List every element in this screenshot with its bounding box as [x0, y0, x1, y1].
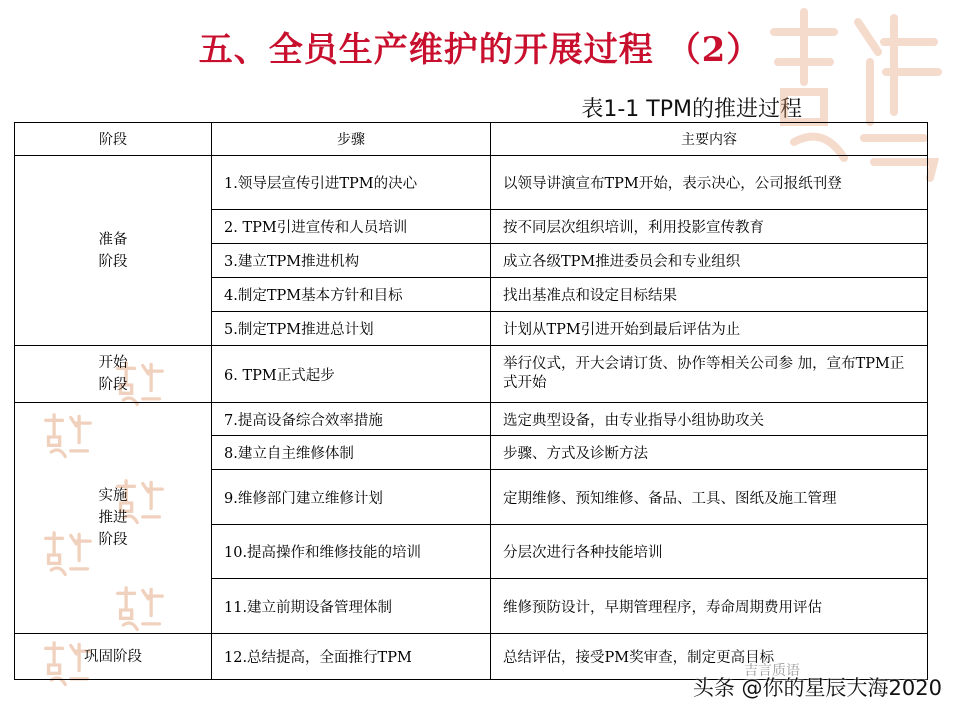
table-row — [15, 346, 928, 403]
stage-label: 巩固阶段 — [84, 648, 142, 665]
content-cell: 总结评估，接受PM奖审查，制定更高目标 — [491, 634, 928, 680]
stage-label: 开始 阶段 — [98, 355, 128, 393]
content-cell: 选定典型设备，由专业指导小组协助攻关 — [491, 403, 928, 436]
step-cell: 4.制定TPM基本方针和目标 — [212, 278, 491, 312]
step-cell: 1.领导层宣传引进TPM的决心 — [212, 156, 491, 210]
header-stage: 阶段 — [15, 123, 212, 156]
step-cell: 10.提高操作和维修技能的培训 — [212, 525, 491, 579]
content-cell: 步骤、方式及诊断方法 — [491, 436, 928, 470]
step-cell: 9.维修部门建立维修计划 — [212, 470, 491, 525]
step-cell: 11.建立前期设备管理体制 — [212, 579, 491, 634]
tpm-process-table — [14, 122, 928, 680]
table-header-row — [15, 123, 928, 156]
page-title: 五、全员生产维护的开展过程 （2） — [198, 30, 762, 70]
content-cell: 找出基准点和设定目标结果 — [491, 278, 928, 312]
step-cell: 5.制定TPM推进总计划 — [212, 312, 491, 346]
table-row — [15, 156, 928, 210]
stage-label: 准备 阶段 — [98, 231, 128, 270]
step-cell: 8.建立自主维修体制 — [212, 436, 491, 470]
step-cell: 7.提高设备综合效率措施 — [212, 403, 491, 436]
content-cell: 以领导讲演宣布TPM开始，表示决心，公司报纸刊登 — [491, 156, 928, 210]
table-caption: 表1-1 TPM的推进过程 — [581, 97, 802, 122]
step-cell: 6. TPM正式起步 — [212, 346, 491, 403]
header-step: 步骤 — [212, 123, 491, 156]
stage-cell-implement — [15, 403, 212, 634]
step-cell: 2. TPM引进宣传和人员培训 — [212, 210, 491, 244]
content-cell: 按不同层次组织培训，利用投影宣传教育 — [491, 210, 928, 244]
wechat-watermark: 吉言质语 — [744, 663, 800, 679]
stage-cell-consolidate — [15, 634, 212, 680]
content-cell: 计划从TPM引进开始到最后评估为止 — [491, 312, 928, 346]
step-cell: 3.建立TPM推进机构 — [212, 244, 491, 278]
content-cell: 定期维修、预知维修、备品、工具、图纸及施工管理 — [491, 470, 928, 525]
table-row — [15, 403, 928, 436]
content-cell: 分层次进行各种技能培训 — [491, 525, 928, 579]
stage-label: 实施 推进 阶段 — [98, 488, 128, 548]
header-content: 主要内容 — [491, 123, 928, 156]
stage-cell-start — [15, 346, 212, 403]
stage-cell-prepare — [15, 156, 212, 346]
content-cell: 举行仪式，开大会请订货、协作等相关公司参 加，宣布TPM正式开始 — [491, 346, 928, 403]
content-cell: 成立各级TPM推进委员会和专业组织 — [491, 244, 928, 278]
step-cell: 12.总结提高，全面推行TPM — [212, 634, 491, 680]
toutiao-watermark: 头条 @你的星辰大海2020 — [692, 676, 942, 700]
content-cell: 维修预防设计，早期管理程序，寿命周期费用评估 — [491, 579, 928, 634]
